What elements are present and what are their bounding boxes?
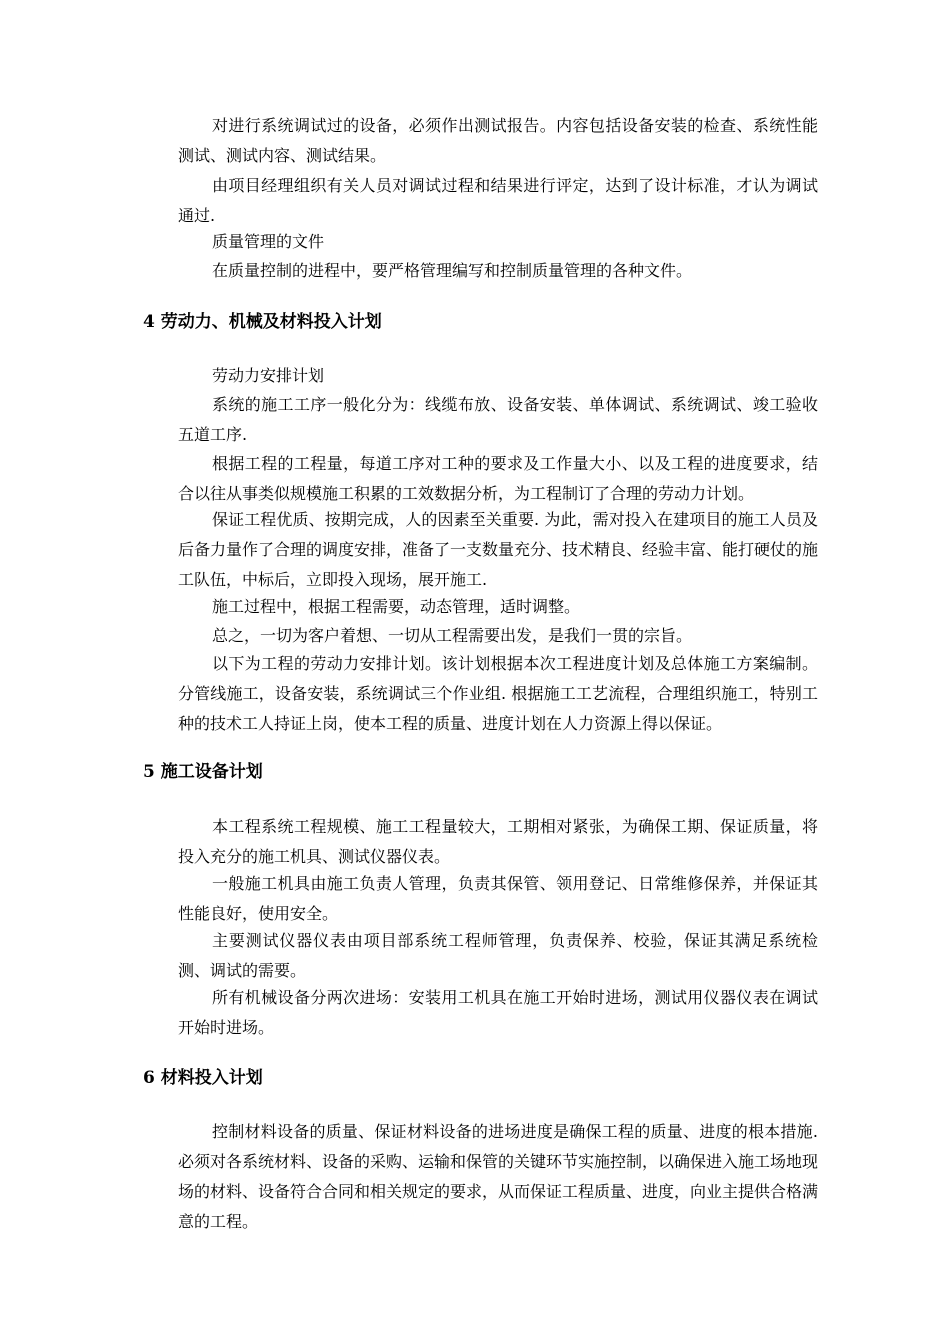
section-5-heading: 5 施工设备计划 — [143, 762, 263, 782]
section-4-paragraph-7: 以下为工程的劳动力安排计划。该计划根据本次工程进度计划及总体施工方案编制。分管线施工，设备安装，系统调试三个作业组. 根据施工工艺流程，合理组织施工，特别工种的技术工人持证上岗，使本工程的质量、进度计划在人力资源上得以保证。 — [178, 654, 818, 733]
section-4-paragraph-5: 施工过程中，根据工程需要，动态管理，适时调整。 — [212, 597, 581, 616]
intro-paragraph-4: 在质量控制的进程中，要严格管理编写和控制质量管理的各种文件。 — [212, 261, 693, 280]
intro-paragraph-1: 对进行系统调试过的设备，必须作出测试报告。内容包括设备安装的检查、系统性能测试、测试内容、测试结果。 — [178, 116, 818, 165]
section-4-heading: 4 劳动力、机械及材料投入计划 — [143, 312, 382, 332]
intro-paragraph-3: 质量管理的文件 — [212, 232, 325, 251]
section-5-paragraph-3: 主要测试仪器仪表由项目部系统工程师管理，负责保养、校验，保证其满足系统检测、调试的需要。 — [178, 931, 818, 980]
section-6-paragraph-1: 控制材料设备的质量、保证材料设备的进场进度是确保工程的质量、进度的根本措施. 必须对各系统材料、设备的采购、运输和保管的关键环节实施控制，以确保进入施工场地现场的材料、设备符合合同和相关规定的要求，从而保证工程质量、进度，向业主提供合格满意的工程。 — [178, 1122, 819, 1231]
section-6-heading: 6 材料投入计划 — [143, 1068, 263, 1088]
section-5-paragraph-4: 所有机械设备分两次进场：安装用工机具在施工开始时进场，测试用仪器仪表在调试开始时进场。 — [178, 988, 818, 1037]
section-4-paragraph-3: 根据工程的工程量，每道工序对工种的要求及工作量大小、以及工程的进度要求，结合以往从事类似规模施工积累的工效数据分析，为工程制订了合理的劳动力计划。 — [178, 454, 818, 503]
section-5-paragraph-2: 一般施工机具由施工负责人管理，负责其保管、领用登记、日常维修保养，并保证其性能良好，使用安全。 — [178, 874, 818, 923]
section-4-paragraph-2: 系统的施工工序一般化分为：线缆布放、设备安装、单体调试、系统调试、竣工验收五道工序. — [178, 395, 818, 444]
section-4-paragraph-1: 劳动力安排计划 — [212, 366, 325, 385]
section-4-paragraph-6: 总之，一切为客户着想、一切从工程需要出发，是我们一贯的宗旨。 — [212, 626, 693, 645]
intro-paragraph-2: 由项目经理组织有关人员对调试过程和结果进行评定，达到了设计标准，才认为调试通过. — [178, 176, 818, 225]
section-4-paragraph-4: 保证工程优质、按期完成，人的因素至关重要. 为此，需对投入在建项目的施工人员及后备力量作了合理的调度安排，准备了一支数量充分、技术精良、经验丰富、能打硬仗的施工队伍，中标后，立即投入现场，展开施工. — [178, 510, 819, 589]
section-5-paragraph-1: 本工程系统工程规模、施工工程量较大，工期相对紧张，为确保工期、保证质量，将投入充分的施工机具、测试仪器仪表。 — [178, 817, 818, 866]
